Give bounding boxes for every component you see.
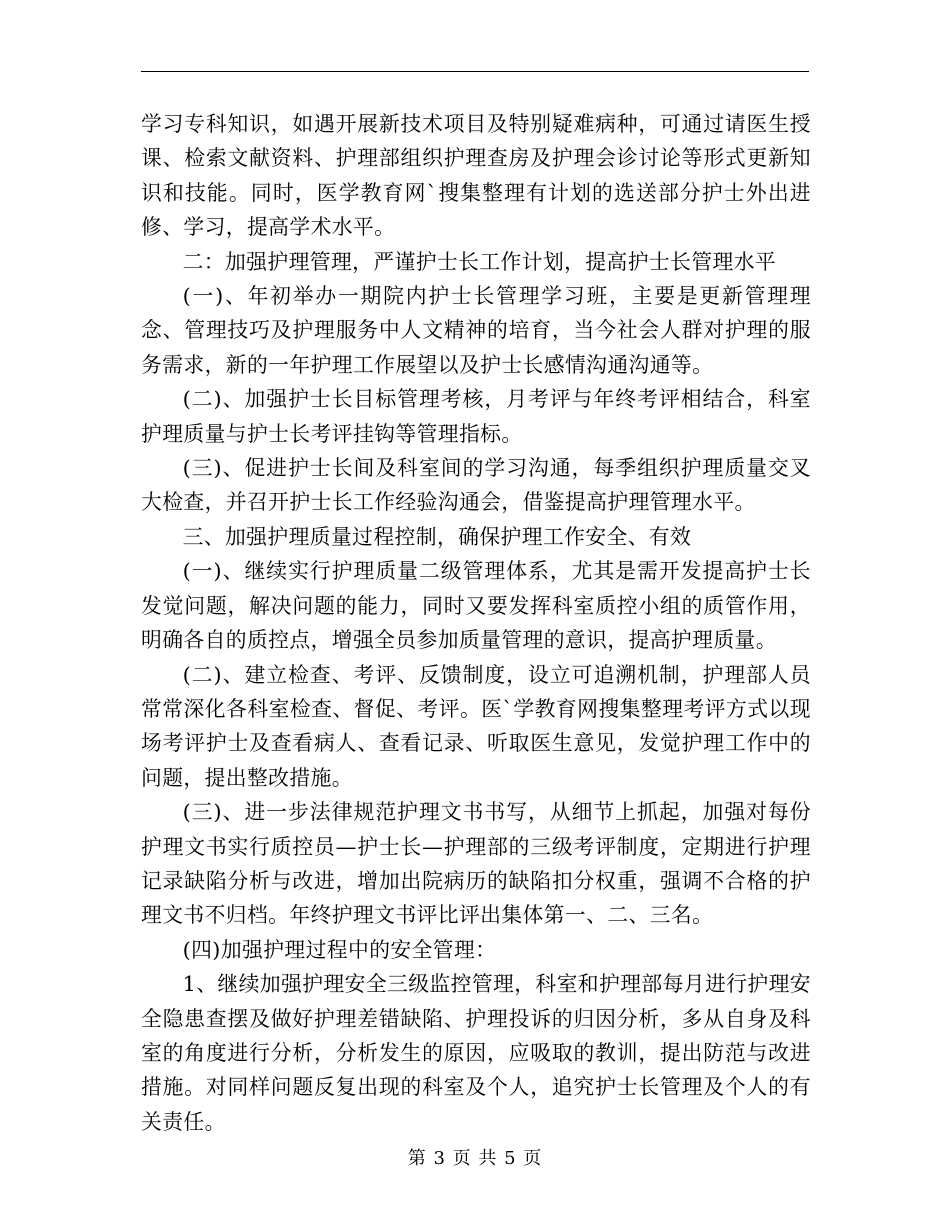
paragraph-continuation: 学习专科知识，如遇开展新技术项目及特别疑难病种，可通过请医生授课、检索文献资料、护理部组织护理查房及护理会诊讨论等形式更新知识和技能。同时，医学教育网`搜集整理有计划的选送部分护士外出进修、学习，提高学术水平。 xyxy=(141,112,811,240)
section-heading-2: 二：加强护理管理，严谨护士长工作计划，提高护士长管理水平 xyxy=(182,249,777,274)
paragraph-3-2: (二)、建立检查、考评、反馈制度，设立可追溯机制，护理部人员常常深化各科室检查、督促、考评。医`学教育网搜集整理考评方式以现场考评护士及查看病人、查看记录、听取医生意见，发觉护理工作中的问题，提出整改措施。 xyxy=(141,662,811,790)
header-rule xyxy=(141,71,809,72)
paragraph-3-3: (三)、进一步法律规范护理文书书写，从细节上抓起，加强对每份护理文书实行质控员—护士长—护理部的三级考评制度，定期进行护理记录缺陷分析与改进，增加出院病历的缺陷扣分权重，强调不合格的护理文书不归档。年终护理文书评比评出集体第一、二、三名。 xyxy=(141,800,811,928)
page-footer: 第 3 页 共 5 页 xyxy=(407,1148,543,1169)
paragraph-3-4-1: 1、继续加强护理安全三级监控管理，科室和护理部每月进行护理安全隐患查摆及做好护理差错缺陷、护理投诉的归因分析，多从自身及科室的角度进行分析，分析发生的原因，应吸取的教训，提出防范与改进措施。对同样问题反复出现的科室及个人，追究护士长管理及个人的有关责任。 xyxy=(141,972,811,1134)
document-body xyxy=(141,107,811,1139)
paragraph-2-3: (三)、促进护士长间及科室间的学习沟通，每季组织护理质量交叉大检查，并召开护士长工作经验沟通会，借鉴提高护理管理水平。 xyxy=(141,456,811,515)
section-heading-3: 三、加强护理质量过程控制，确保护理工作安全、有效 xyxy=(182,524,692,549)
paragraph-2-2: (二)、加强护士长目标管理考核，月考评与年终考评相结合，科室护理质量与护士长考评挂钩等管理指标。 xyxy=(141,387,811,446)
paragraph-2-1: (一)、年初举办一期院内护士长管理学习班，主要是更新管理理念、管理技巧及护理服务中人文精神的培育，当今社会人群对护理的服务需求，新的一年护理工作展望以及护士长感情沟通沟通等。 xyxy=(141,284,811,377)
subsection-heading-3-4: (四)加强护理过程中的安全管理： xyxy=(182,937,497,962)
paragraph-3-1: (一)、继续实行护理质量二级管理体系，尤其是需开发提高护士长发觉问题，解决问题的能力，同时又要发挥科室质控小组的质管作用，明确各自的质控点，增强全员参加质量管理的意识，提高护理质量。 xyxy=(141,559,811,653)
